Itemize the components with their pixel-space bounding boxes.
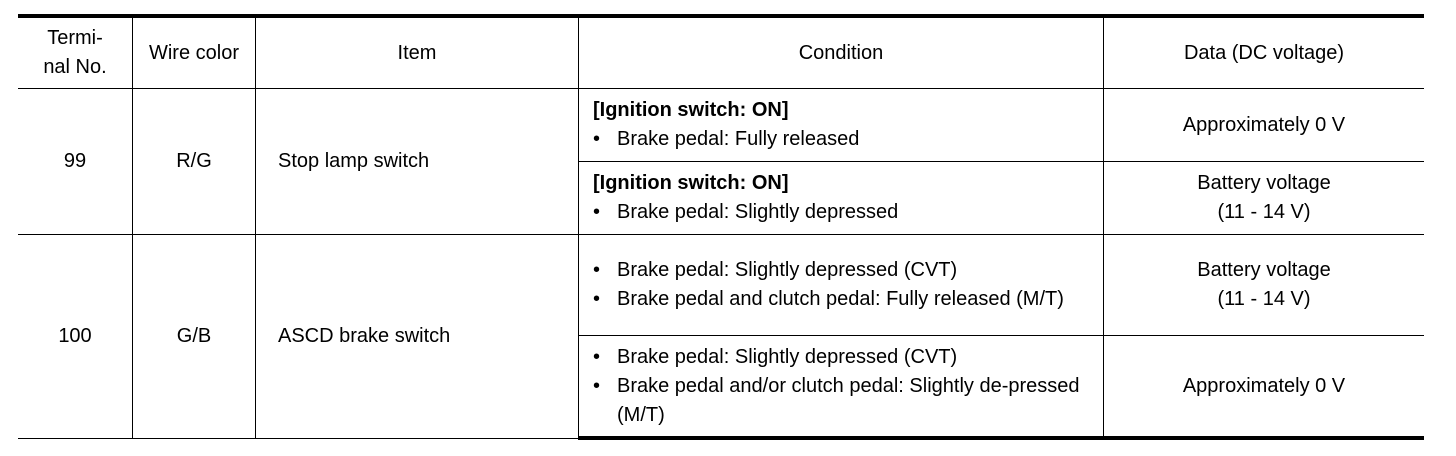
condition-cell [579, 162, 1104, 235]
terminal-no-cell: 99 [18, 89, 133, 235]
condition-cell [579, 89, 1104, 162]
bullet-text: Brake pedal: Slightly depressed (CVT) [617, 345, 958, 368]
condition-bullet [593, 343, 1103, 372]
terminal-spec-table [18, 14, 1424, 440]
table-row [18, 235, 1424, 336]
data-cell [1104, 336, 1425, 439]
bullet-text: Brake pedal and/or clutch pedal: Slightly de-pressed (M/T) [617, 374, 1080, 426]
condition-bullet [593, 256, 1103, 285]
item-cell: Stop lamp switch [256, 89, 579, 235]
data-value: Approximately 0 V [1182, 374, 1346, 397]
condition-heading: [Ignition switch: ON] [593, 172, 789, 194]
header-terminal-line2: nal No. [43, 56, 107, 78]
bullet-text: Brake pedal and clutch pedal: Fully released (M/T) [617, 288, 1064, 310]
table-row [18, 89, 1424, 162]
header-terminal-no [18, 16, 133, 89]
condition-heading: [Ignition switch: ON] [593, 99, 789, 121]
data-cell [1104, 89, 1425, 162]
condition-bullet [593, 198, 1103, 227]
data-value: Battery voltage [1197, 259, 1331, 281]
terminal-no-cell: 100 [18, 235, 133, 439]
bullet-text: Brake pedal: Slightly depressed [617, 201, 899, 223]
wire-color-cell: R/G [133, 89, 256, 235]
header-wire-color: Wire color [133, 16, 256, 89]
header-data: Data (DC voltage) [1104, 16, 1425, 89]
condition-cell [579, 336, 1104, 439]
condition-bullet [593, 125, 1103, 154]
header-item: Item [256, 16, 579, 89]
data-cell [1104, 235, 1425, 336]
data-value-range: (11 - 14 V) [1217, 201, 1311, 223]
data-value-range: (11 - 14 V) [1217, 288, 1311, 310]
bullet-dot-icon: • [593, 374, 601, 397]
header-terminal-line1: Termi- [47, 27, 103, 49]
bullet-dot-icon: • [593, 288, 601, 310]
condition-cell [579, 235, 1104, 336]
bullet-text: Brake pedal: Fully released [617, 128, 860, 150]
table-header-row [18, 16, 1424, 89]
bullet-dot-icon: • [593, 259, 601, 281]
bullet-dot-icon: • [593, 201, 601, 223]
data-value: Battery voltage [1197, 172, 1331, 194]
data-value: Approximately 0 V [1182, 113, 1346, 136]
header-condition: Condition [579, 16, 1104, 89]
item-cell: ASCD brake switch [256, 235, 579, 439]
condition-bullet [593, 285, 1103, 314]
bullet-text: Brake pedal: Slightly depressed (CVT) [617, 259, 958, 281]
wire-color-cell: G/B [133, 235, 256, 439]
bullet-dot-icon: • [593, 345, 601, 368]
bullet-dot-icon: • [593, 128, 601, 150]
condition-bullet [593, 372, 1103, 430]
data-cell [1104, 162, 1425, 235]
